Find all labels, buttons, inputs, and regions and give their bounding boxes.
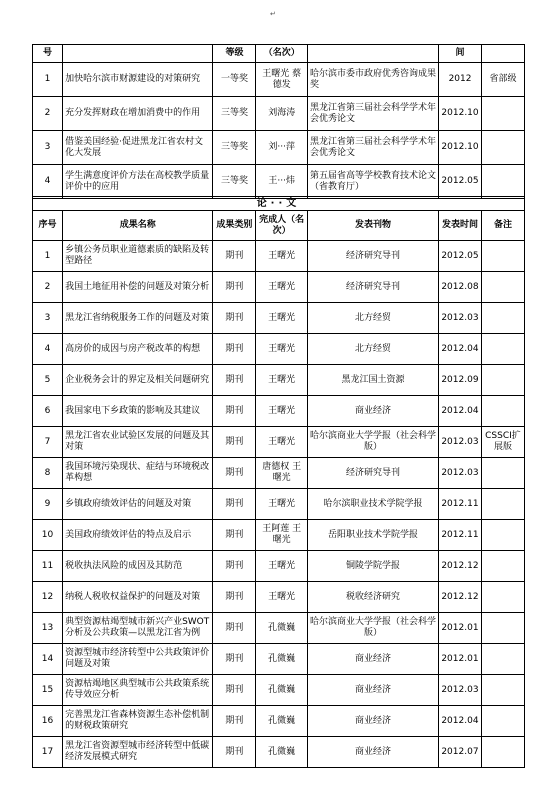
paper-seq-cell: 8 <box>33 458 63 489</box>
paper-note-cell <box>481 551 524 582</box>
paper-journal-cell: 经济研究导刊 <box>307 272 438 303</box>
paper-seq-cell: 16 <box>33 706 63 737</box>
table-row <box>33 63 525 97</box>
award-date-cell: 2012 <box>439 63 482 97</box>
paper-person-cell: 王阿莲 王曙光 <box>256 520 308 551</box>
papers-table <box>32 196 525 768</box>
award-note-cell <box>482 97 525 131</box>
paper-journal-cell: 铜陵学院学报 <box>307 551 438 582</box>
award-person-cell: 刘海涛 <box>256 97 308 131</box>
paper-note-cell <box>481 458 524 489</box>
award-title-cell: 加快哈尔滨市财源建设的对策研究 <box>63 63 213 97</box>
paper-type-cell: 期刊 <box>213 427 256 458</box>
paper-type-cell: 期刊 <box>213 737 256 768</box>
table-row <box>33 165 525 199</box>
awards-header-grade: 等级 <box>213 45 256 63</box>
awards-header-seq: 号 <box>33 45 63 63</box>
paper-title-cell: 资源型城市经济转型中公共政策评价问题及对策 <box>63 644 213 675</box>
awards-header-row <box>33 45 525 63</box>
paper-person-cell: 王曙光 <box>256 334 308 365</box>
papers-header-note: 备注 <box>481 211 524 241</box>
paper-date-cell: 2012.04 <box>438 334 481 365</box>
paper-note-cell <box>481 613 524 644</box>
paper-journal-cell: 哈尔滨商业大学学报（社会科学版） <box>307 613 438 644</box>
papers-header-row <box>33 211 525 241</box>
paper-note-cell <box>481 303 524 334</box>
paper-journal-cell: 哈尔滨商业大学学报（社会科学版） <box>307 427 438 458</box>
table-row <box>33 644 525 675</box>
table-row <box>33 582 525 613</box>
paper-date-cell: 2012.03 <box>438 675 481 706</box>
award-grade-cell: 一等奖 <box>213 63 256 97</box>
paper-type-cell: 期刊 <box>213 706 256 737</box>
table-row <box>33 427 525 458</box>
table-row <box>33 131 525 165</box>
paper-journal-cell: 经济研究导刊 <box>307 241 438 272</box>
table-row <box>33 737 525 768</box>
papers-header-title: 成果名称 <box>63 211 213 241</box>
paper-journal-cell: 商业经济 <box>307 644 438 675</box>
paper-note-cell <box>481 706 524 737</box>
paper-date-cell: 2012.08 <box>438 272 481 303</box>
paper-seq-cell: 1 <box>33 241 63 272</box>
award-date-cell: 2012.10 <box>439 131 482 165</box>
paper-person-cell: 王曙光 <box>256 551 308 582</box>
paper-date-cell: 2012.12 <box>438 551 481 582</box>
paper-type-cell: 期刊 <box>213 458 256 489</box>
paper-note-cell <box>481 737 524 768</box>
paper-date-cell: 2012.03 <box>438 427 481 458</box>
papers-header-person: 完成人（名次） <box>256 211 308 241</box>
table-row <box>33 303 525 334</box>
paper-person-cell: 孔微巍 <box>256 706 308 737</box>
paper-journal-cell: 黑龙江国土资源 <box>307 365 438 396</box>
paper-title-cell: 黑龙江省资源型城市经济转型中低碳经济发展模式研究 <box>63 737 213 768</box>
award-note-cell <box>482 131 525 165</box>
paper-note-cell <box>481 489 524 520</box>
paper-type-cell: 期刊 <box>213 396 256 427</box>
award-note-cell <box>482 165 525 199</box>
award-title-cell: 学生满意度评价方法在高校教学质量评价中的应用 <box>63 165 213 199</box>
paper-title-cell: 完善黑龙江省森林资源生态补偿机制的财税政策研究 <box>63 706 213 737</box>
paper-note-cell <box>481 396 524 427</box>
paper-person-cell: 王曙光 <box>256 272 308 303</box>
table-row <box>33 272 525 303</box>
table-row <box>33 241 525 272</box>
paper-seq-cell: 12 <box>33 582 63 613</box>
award-source-cell: 黑龙江省第三届社会科学学术年会优秀论文 <box>308 97 439 131</box>
paper-seq-cell: 14 <box>33 644 63 675</box>
paper-type-cell: 期刊 <box>213 303 256 334</box>
paper-note-cell <box>481 675 524 706</box>
award-seq-cell: 2 <box>33 97 63 131</box>
paper-type-cell: 期刊 <box>213 644 256 675</box>
paper-type-cell: 期刊 <box>213 582 256 613</box>
papers-header-journal: 发表刊物 <box>307 211 438 241</box>
paper-date-cell: 2012.01 <box>438 613 481 644</box>
paper-person-cell: 王曙光 <box>256 489 308 520</box>
paper-date-cell: 2012.04 <box>438 706 481 737</box>
paper-person-cell: 王曙光 <box>256 427 308 458</box>
paper-type-cell: 期刊 <box>213 272 256 303</box>
paper-person-cell: 王曙光 <box>256 365 308 396</box>
paper-type-cell: 期刊 <box>213 365 256 396</box>
paper-person-cell: 孔微巍 <box>256 675 308 706</box>
paper-date-cell: 2012.03 <box>438 458 481 489</box>
table-row <box>33 97 525 131</box>
award-seq-cell: 3 <box>33 131 63 165</box>
table-row <box>33 551 525 582</box>
paper-date-cell: 2012.07 <box>438 737 481 768</box>
award-person-cell: 王曙光 蔡德发 <box>256 63 308 97</box>
paper-journal-cell: 税收经济研究 <box>307 582 438 613</box>
paper-date-cell: 2012.12 <box>438 582 481 613</box>
paper-seq-cell: 3 <box>33 303 63 334</box>
paper-date-cell: 2012.09 <box>438 365 481 396</box>
papers-header-date: 发表时间 <box>438 211 481 241</box>
award-seq-cell: 1 <box>33 63 63 97</box>
paper-seq-cell: 10 <box>33 520 63 551</box>
award-title-cell: 充分发挥财政在增加消费中的作用 <box>63 97 213 131</box>
award-grade-cell: 三等奖 <box>213 97 256 131</box>
paper-title-cell: 资源枯竭地区典型城市公共政策系统传导效应分析 <box>63 675 213 706</box>
paper-title-cell: 典型资源枯竭型城市新兴产业SWOT分析及公共政策—以黑龙江省为例 <box>63 613 213 644</box>
table-row <box>33 613 525 644</box>
award-seq-cell: 4 <box>33 165 63 199</box>
paper-journal-cell: 商业经济 <box>307 675 438 706</box>
award-grade-cell: 三等奖 <box>213 165 256 199</box>
paper-date-cell: 2012.01 <box>438 644 481 675</box>
paper-date-cell: 2012.04 <box>438 396 481 427</box>
paper-title-cell: 我国家电下乡政策的影响及其建议 <box>63 396 213 427</box>
paper-title-cell: 乡镇公务员职业道德素质的缺陷及转型路径 <box>63 241 213 272</box>
paper-seq-cell: 2 <box>33 272 63 303</box>
paper-journal-cell: 商业经济 <box>307 396 438 427</box>
paper-title-cell: 纳税人税收权益保护的问题及对策 <box>63 582 213 613</box>
paper-note-cell <box>481 644 524 675</box>
table-row <box>33 706 525 737</box>
paper-journal-cell: 商业经济 <box>307 706 438 737</box>
papers-header-type: 成果类别 <box>213 211 256 241</box>
paper-date-cell: 2012.11 <box>438 489 481 520</box>
paper-note-cell <box>481 334 524 365</box>
paper-type-cell: 期刊 <box>213 551 256 582</box>
paper-journal-cell: 经济研究导刊 <box>307 458 438 489</box>
paper-date-cell: 2012.11 <box>438 520 481 551</box>
paper-journal-cell: 北方经贸 <box>307 334 438 365</box>
table-row <box>33 396 525 427</box>
paper-note-cell <box>481 365 524 396</box>
award-source-cell: 第五届省高等学校教育技术论文（省教育厅） <box>308 165 439 199</box>
paper-person-cell: 孔微巍 <box>256 737 308 768</box>
paper-journal-cell: 岳阳职业技术学院学报 <box>307 520 438 551</box>
paper-seq-cell: 7 <box>33 427 63 458</box>
paper-note-cell <box>481 241 524 272</box>
paper-type-cell: 期刊 <box>213 675 256 706</box>
award-date-cell: 2012.10 <box>439 97 482 131</box>
paper-title-cell: 黑龙江省纳税服务工作的问题及对策 <box>63 303 213 334</box>
paper-person-cell: 王曙光 <box>256 582 308 613</box>
papers-header-seq: 序号 <box>33 211 63 241</box>
paper-seq-cell: 9 <box>33 489 63 520</box>
paper-title-cell: 我国土地征用补偿的问题及对策分析 <box>63 272 213 303</box>
paper-journal-cell: 北方经贸 <box>307 303 438 334</box>
award-title-cell: 借鉴美国经验·促进黑龙江省农村文化大发展 <box>63 131 213 165</box>
paper-note-cell: CSSCI扩展版 <box>481 427 524 458</box>
paper-person-cell: 孔微巍 <box>256 644 308 675</box>
paper-title-cell: 高房价的成因与房产税改革的构想 <box>63 334 213 365</box>
section-title-row <box>33 197 525 211</box>
paper-seq-cell: 5 <box>33 365 63 396</box>
paper-seq-cell: 11 <box>33 551 63 582</box>
awards-table <box>32 44 525 199</box>
table-row <box>33 334 525 365</box>
paper-note-cell <box>481 272 524 303</box>
paper-type-cell: 期刊 <box>213 334 256 365</box>
paper-person-cell: 王曙光 <box>256 396 308 427</box>
table-row <box>33 458 525 489</box>
paper-seq-cell: 15 <box>33 675 63 706</box>
paper-person-cell: 王曙光 <box>256 241 308 272</box>
award-note-cell: 省部级 <box>482 63 525 97</box>
award-person-cell: 王···炜 <box>256 165 308 199</box>
paper-seq-cell: 17 <box>33 737 63 768</box>
table-row <box>33 520 525 551</box>
table-row <box>33 675 525 706</box>
paper-type-cell: 期刊 <box>213 489 256 520</box>
award-date-cell: 2012.05 <box>439 165 482 199</box>
paper-journal-cell: 商业经济 <box>307 737 438 768</box>
award-source-cell: 哈尔滨市委市政府优秀咨询成果奖 <box>308 63 439 97</box>
table-row <box>33 365 525 396</box>
paper-seq-cell: 13 <box>33 613 63 644</box>
paper-person-cell: 王曙光 <box>256 303 308 334</box>
paper-journal-cell: 哈尔滨职业技术学院学报 <box>307 489 438 520</box>
paper-note-cell <box>481 582 524 613</box>
section-title: 论··文 <box>33 197 525 211</box>
paper-title-cell: 美国政府绩效评估的特点及启示 <box>63 520 213 551</box>
paper-person-cell: 唐德权 王曙光 <box>256 458 308 489</box>
award-grade-cell: 三等奖 <box>213 131 256 165</box>
awards-header-date: 间 <box>439 45 482 63</box>
award-person-cell: 刘···萍 <box>256 131 308 165</box>
paper-date-cell: 2012.05 <box>438 241 481 272</box>
paper-type-cell: 期刊 <box>213 520 256 551</box>
paper-title-cell: 企业税务会计的界定及相关问题研究 <box>63 365 213 396</box>
paragraph-mark: ↵ <box>270 10 276 18</box>
award-source-cell: 黑龙江省第三届社会科学学术年会优秀论文 <box>308 131 439 165</box>
paper-title-cell: 黑龙江省农业试验区发展的问题及其对策 <box>63 427 213 458</box>
paper-type-cell: 期刊 <box>213 613 256 644</box>
paper-seq-cell: 4 <box>33 334 63 365</box>
paper-title-cell: 乡镇政府绩效评估的问题及对策 <box>63 489 213 520</box>
paper-title-cell: 我国环境污染现状、症结与环境税改革构想 <box>63 458 213 489</box>
paper-type-cell: 期刊 <box>213 241 256 272</box>
paper-title-cell: 税收执法风险的成因及其防范 <box>63 551 213 582</box>
paper-person-cell: 孔微巍 <box>256 613 308 644</box>
paper-seq-cell: 6 <box>33 396 63 427</box>
table-row <box>33 489 525 520</box>
paper-note-cell <box>481 520 524 551</box>
paper-date-cell: 2012.03 <box>438 303 481 334</box>
awards-header-rank: （名次） <box>256 45 308 63</box>
